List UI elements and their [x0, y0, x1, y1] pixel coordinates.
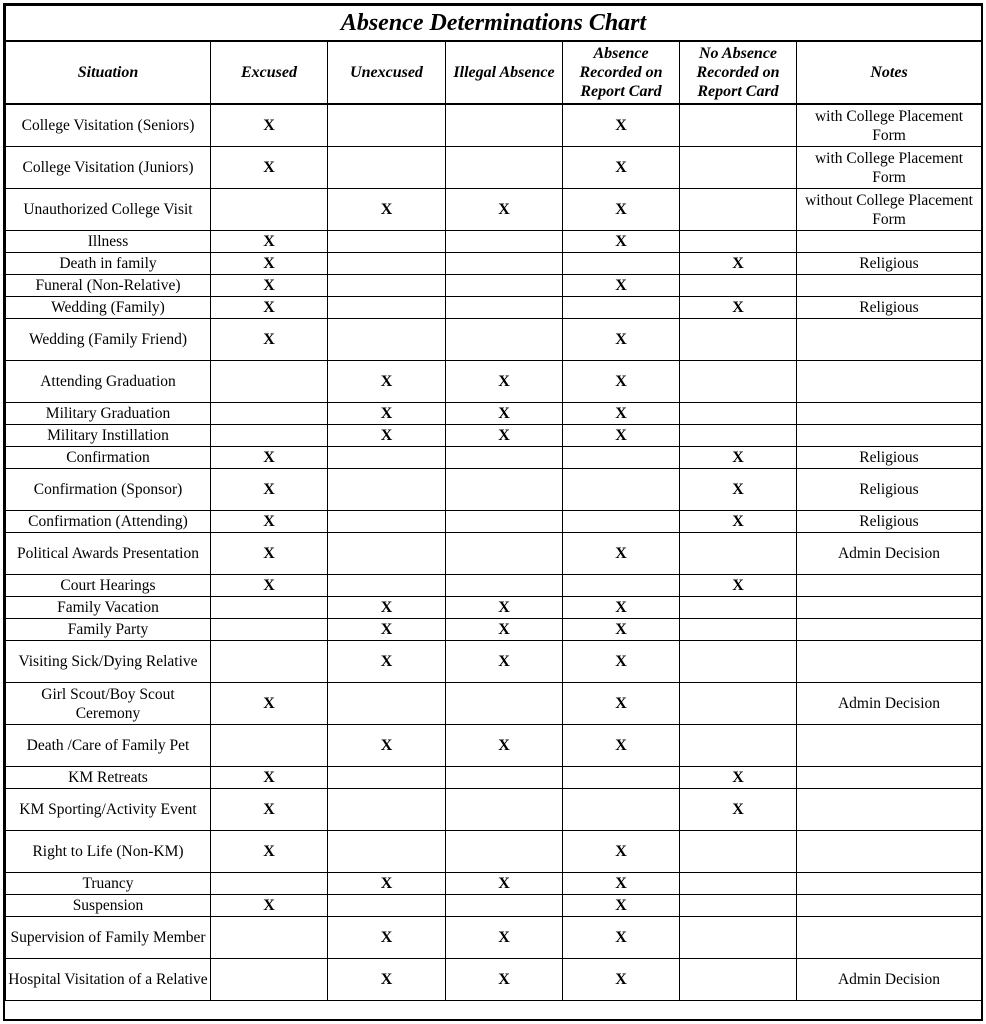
excused-cell: X: [211, 104, 328, 147]
unexcused-cell: [328, 767, 446, 789]
absence-chart: [3, 3, 983, 1021]
not-recorded-cell: X: [680, 447, 797, 469]
notes-cell: Admin Decision: [797, 533, 982, 575]
recorded-cell: [563, 767, 680, 789]
illegal-absence-cell: X: [446, 425, 563, 447]
notes-cell: [797, 619, 982, 641]
situation-cell: Military Instillation: [6, 425, 211, 447]
table-row: [6, 575, 982, 597]
unexcused-cell: X: [328, 619, 446, 641]
situation-cell: Right to Life (Non-KM): [6, 831, 211, 873]
unexcused-cell: X: [328, 917, 446, 959]
recorded-cell: [563, 297, 680, 319]
situation-cell: Unauthorized College Visit: [6, 189, 211, 231]
unexcused-cell: [328, 231, 446, 253]
recorded-cell: X: [563, 147, 680, 189]
table-row: [6, 297, 982, 319]
illegal-absence-cell: X: [446, 641, 563, 683]
illegal-absence-cell: [446, 319, 563, 361]
situation-cell: College Visitation (Seniors): [6, 104, 211, 147]
not-recorded-cell: X: [680, 789, 797, 831]
table-row: [6, 959, 982, 1001]
not-recorded-cell: [680, 533, 797, 575]
excused-cell: X: [211, 533, 328, 575]
excused-cell: X: [211, 511, 328, 533]
recorded-cell: X: [563, 597, 680, 619]
notes-cell: [797, 725, 982, 767]
illegal-absence-cell: [446, 789, 563, 831]
illegal-absence-cell: X: [446, 189, 563, 231]
unexcused-cell: X: [328, 725, 446, 767]
situation-cell: College Visitation (Juniors): [6, 147, 211, 189]
illegal-absence-cell: [446, 831, 563, 873]
situation-cell: Suspension: [6, 895, 211, 917]
situation-cell: Military Graduation: [6, 403, 211, 425]
absence-table: [5, 5, 982, 1001]
table-row: [6, 425, 982, 447]
unexcused-cell: [328, 104, 446, 147]
excused-cell: X: [211, 767, 328, 789]
notes-cell: [797, 361, 982, 403]
table-row: [6, 725, 982, 767]
recorded-cell: [563, 253, 680, 275]
header-row: [6, 41, 982, 104]
not-recorded-cell: [680, 917, 797, 959]
illegal-absence-cell: [446, 275, 563, 297]
table-row: [6, 511, 982, 533]
excused-cell: [211, 597, 328, 619]
header-excused: Excused: [211, 41, 328, 104]
notes-cell: [797, 597, 982, 619]
not-recorded-cell: [680, 425, 797, 447]
not-recorded-cell: [680, 683, 797, 725]
situation-cell: Attending Graduation: [6, 361, 211, 403]
recorded-cell: [563, 447, 680, 469]
excused-cell: X: [211, 275, 328, 297]
table-row: [6, 619, 982, 641]
table-row: [6, 533, 982, 575]
illegal-absence-cell: [446, 447, 563, 469]
recorded-cell: X: [563, 361, 680, 403]
excused-cell: X: [211, 231, 328, 253]
recorded-cell: X: [563, 275, 680, 297]
excused-cell: X: [211, 831, 328, 873]
not-recorded-cell: X: [680, 253, 797, 275]
table-row: [6, 447, 982, 469]
recorded-cell: [563, 469, 680, 511]
excused-cell: X: [211, 895, 328, 917]
illegal-absence-cell: X: [446, 873, 563, 895]
excused-cell: X: [211, 683, 328, 725]
unexcused-cell: [328, 895, 446, 917]
table-row: [6, 104, 982, 147]
illegal-absence-cell: [446, 511, 563, 533]
unexcused-cell: [328, 319, 446, 361]
not-recorded-cell: X: [680, 575, 797, 597]
situation-cell: Illness: [6, 231, 211, 253]
situation-cell: Death /Care of Family Pet: [6, 725, 211, 767]
recorded-cell: X: [563, 104, 680, 147]
table-row: [6, 231, 982, 253]
excused-cell: X: [211, 147, 328, 189]
illegal-absence-cell: [446, 297, 563, 319]
situation-cell: Death in family: [6, 253, 211, 275]
illegal-absence-cell: X: [446, 917, 563, 959]
excused-cell: [211, 189, 328, 231]
unexcused-cell: [328, 533, 446, 575]
table-row: [6, 319, 982, 361]
unexcused-cell: X: [328, 189, 446, 231]
situation-cell: Truancy: [6, 873, 211, 895]
situation-cell: KM Retreats: [6, 767, 211, 789]
excused-cell: X: [211, 447, 328, 469]
table-row: [6, 831, 982, 873]
not-recorded-cell: [680, 275, 797, 297]
recorded-cell: [563, 575, 680, 597]
notes-cell: [797, 425, 982, 447]
recorded-cell: X: [563, 231, 680, 253]
recorded-cell: X: [563, 319, 680, 361]
situation-cell: Funeral (Non-Relative): [6, 275, 211, 297]
recorded-cell: X: [563, 189, 680, 231]
excused-cell: [211, 403, 328, 425]
unexcused-cell: [328, 275, 446, 297]
excused-cell: X: [211, 297, 328, 319]
notes-cell: Religious: [797, 297, 982, 319]
not-recorded-cell: [680, 104, 797, 147]
not-recorded-cell: [680, 319, 797, 361]
recorded-cell: X: [563, 917, 680, 959]
notes-cell: with College Placement Form: [797, 104, 982, 147]
situation-cell: Wedding (Family Friend): [6, 319, 211, 361]
illegal-absence-cell: [446, 683, 563, 725]
not-recorded-cell: [680, 959, 797, 1001]
not-recorded-cell: X: [680, 469, 797, 511]
unexcused-cell: X: [328, 403, 446, 425]
unexcused-cell: [328, 683, 446, 725]
notes-cell: with College Placement Form: [797, 147, 982, 189]
situation-cell: Supervision of Family Member: [6, 917, 211, 959]
situation-cell: Confirmation (Sponsor): [6, 469, 211, 511]
illegal-absence-cell: [446, 104, 563, 147]
notes-cell: Religious: [797, 511, 982, 533]
recorded-cell: X: [563, 873, 680, 895]
notes-cell: without College Placement Form: [797, 189, 982, 231]
unexcused-cell: [328, 147, 446, 189]
notes-cell: [797, 275, 982, 297]
illegal-absence-cell: X: [446, 361, 563, 403]
situation-cell: Family Party: [6, 619, 211, 641]
recorded-cell: [563, 511, 680, 533]
header-absence-recorded: Absence Recorded on Report Card: [563, 41, 680, 104]
not-recorded-cell: [680, 873, 797, 895]
recorded-cell: X: [563, 683, 680, 725]
notes-cell: Religious: [797, 469, 982, 511]
illegal-absence-cell: X: [446, 597, 563, 619]
excused-cell: X: [211, 253, 328, 275]
illegal-absence-cell: [446, 231, 563, 253]
not-recorded-cell: [680, 147, 797, 189]
illegal-absence-cell: X: [446, 619, 563, 641]
unexcused-cell: X: [328, 361, 446, 403]
not-recorded-cell: [680, 231, 797, 253]
not-recorded-cell: X: [680, 767, 797, 789]
excused-cell: [211, 959, 328, 1001]
recorded-cell: X: [563, 641, 680, 683]
unexcused-cell: [328, 831, 446, 873]
chart-title: Absence Determinations Chart: [6, 6, 982, 42]
situation-cell: Political Awards Presentation: [6, 533, 211, 575]
situation-cell: KM Sporting/Activity Event: [6, 789, 211, 831]
table-row: [6, 469, 982, 511]
excused-cell: X: [211, 469, 328, 511]
table-row: [6, 683, 982, 725]
not-recorded-cell: [680, 831, 797, 873]
situation-cell: Confirmation (Attending): [6, 511, 211, 533]
excused-cell: [211, 917, 328, 959]
header-illegal-absence: Illegal Absence: [446, 41, 563, 104]
notes-cell: [797, 895, 982, 917]
table-body: [6, 104, 982, 1001]
notes-cell: Religious: [797, 253, 982, 275]
not-recorded-cell: [680, 361, 797, 403]
header-notes: Notes: [797, 41, 982, 104]
header-unexcused: Unexcused: [328, 41, 446, 104]
situation-cell: Visiting Sick/Dying Relative: [6, 641, 211, 683]
header-no-absence-recorded: No Absence Recorded on Report Card: [680, 41, 797, 104]
not-recorded-cell: X: [680, 297, 797, 319]
not-recorded-cell: [680, 189, 797, 231]
excused-cell: X: [211, 319, 328, 361]
excused-cell: [211, 873, 328, 895]
unexcused-cell: X: [328, 597, 446, 619]
not-recorded-cell: [680, 641, 797, 683]
situation-cell: Hospital Visitation of a Relative: [6, 959, 211, 1001]
recorded-cell: X: [563, 895, 680, 917]
notes-cell: Admin Decision: [797, 683, 982, 725]
notes-cell: [797, 873, 982, 895]
table-row: [6, 597, 982, 619]
table-row: [6, 189, 982, 231]
excused-cell: [211, 619, 328, 641]
table-row: [6, 147, 982, 189]
notes-cell: Religious: [797, 447, 982, 469]
unexcused-cell: [328, 447, 446, 469]
recorded-cell: X: [563, 831, 680, 873]
notes-cell: Admin Decision: [797, 959, 982, 1001]
illegal-absence-cell: [446, 575, 563, 597]
recorded-cell: X: [563, 959, 680, 1001]
table-row: [6, 361, 982, 403]
table-row: [6, 767, 982, 789]
situation-cell: Wedding (Family): [6, 297, 211, 319]
illegal-absence-cell: X: [446, 403, 563, 425]
notes-cell: [797, 575, 982, 597]
notes-cell: [797, 767, 982, 789]
notes-cell: [797, 403, 982, 425]
notes-cell: [797, 789, 982, 831]
notes-cell: [797, 319, 982, 361]
illegal-absence-cell: [446, 253, 563, 275]
illegal-absence-cell: X: [446, 725, 563, 767]
recorded-cell: X: [563, 533, 680, 575]
table-row: [6, 895, 982, 917]
table-row: [6, 641, 982, 683]
table-row: [6, 873, 982, 895]
not-recorded-cell: [680, 895, 797, 917]
unexcused-cell: [328, 253, 446, 275]
situation-cell: Confirmation: [6, 447, 211, 469]
unexcused-cell: X: [328, 425, 446, 447]
excused-cell: X: [211, 789, 328, 831]
excused-cell: [211, 641, 328, 683]
recorded-cell: X: [563, 619, 680, 641]
not-recorded-cell: [680, 403, 797, 425]
illegal-absence-cell: X: [446, 959, 563, 1001]
excused-cell: X: [211, 575, 328, 597]
situation-cell: Family Vacation: [6, 597, 211, 619]
excused-cell: [211, 725, 328, 767]
not-recorded-cell: X: [680, 511, 797, 533]
notes-cell: [797, 641, 982, 683]
unexcused-cell: [328, 469, 446, 511]
table-row: [6, 917, 982, 959]
notes-cell: [797, 831, 982, 873]
recorded-cell: X: [563, 725, 680, 767]
notes-cell: [797, 917, 982, 959]
illegal-absence-cell: [446, 533, 563, 575]
illegal-absence-cell: [446, 895, 563, 917]
unexcused-cell: X: [328, 959, 446, 1001]
not-recorded-cell: [680, 597, 797, 619]
notes-cell: [797, 231, 982, 253]
recorded-cell: [563, 789, 680, 831]
table-row: [6, 253, 982, 275]
unexcused-cell: [328, 511, 446, 533]
not-recorded-cell: [680, 619, 797, 641]
unexcused-cell: [328, 575, 446, 597]
illegal-absence-cell: [446, 469, 563, 511]
illegal-absence-cell: [446, 147, 563, 189]
recorded-cell: X: [563, 403, 680, 425]
header-situation: Situation: [6, 41, 211, 104]
recorded-cell: X: [563, 425, 680, 447]
illegal-absence-cell: [446, 767, 563, 789]
unexcused-cell: [328, 789, 446, 831]
not-recorded-cell: [680, 725, 797, 767]
table-row: [6, 403, 982, 425]
situation-cell: Girl Scout/Boy Scout Ceremony: [6, 683, 211, 725]
situation-cell: Court Hearings: [6, 575, 211, 597]
unexcused-cell: [328, 297, 446, 319]
table-row: [6, 275, 982, 297]
unexcused-cell: X: [328, 641, 446, 683]
unexcused-cell: X: [328, 873, 446, 895]
excused-cell: [211, 425, 328, 447]
table-row: [6, 789, 982, 831]
excused-cell: [211, 361, 328, 403]
